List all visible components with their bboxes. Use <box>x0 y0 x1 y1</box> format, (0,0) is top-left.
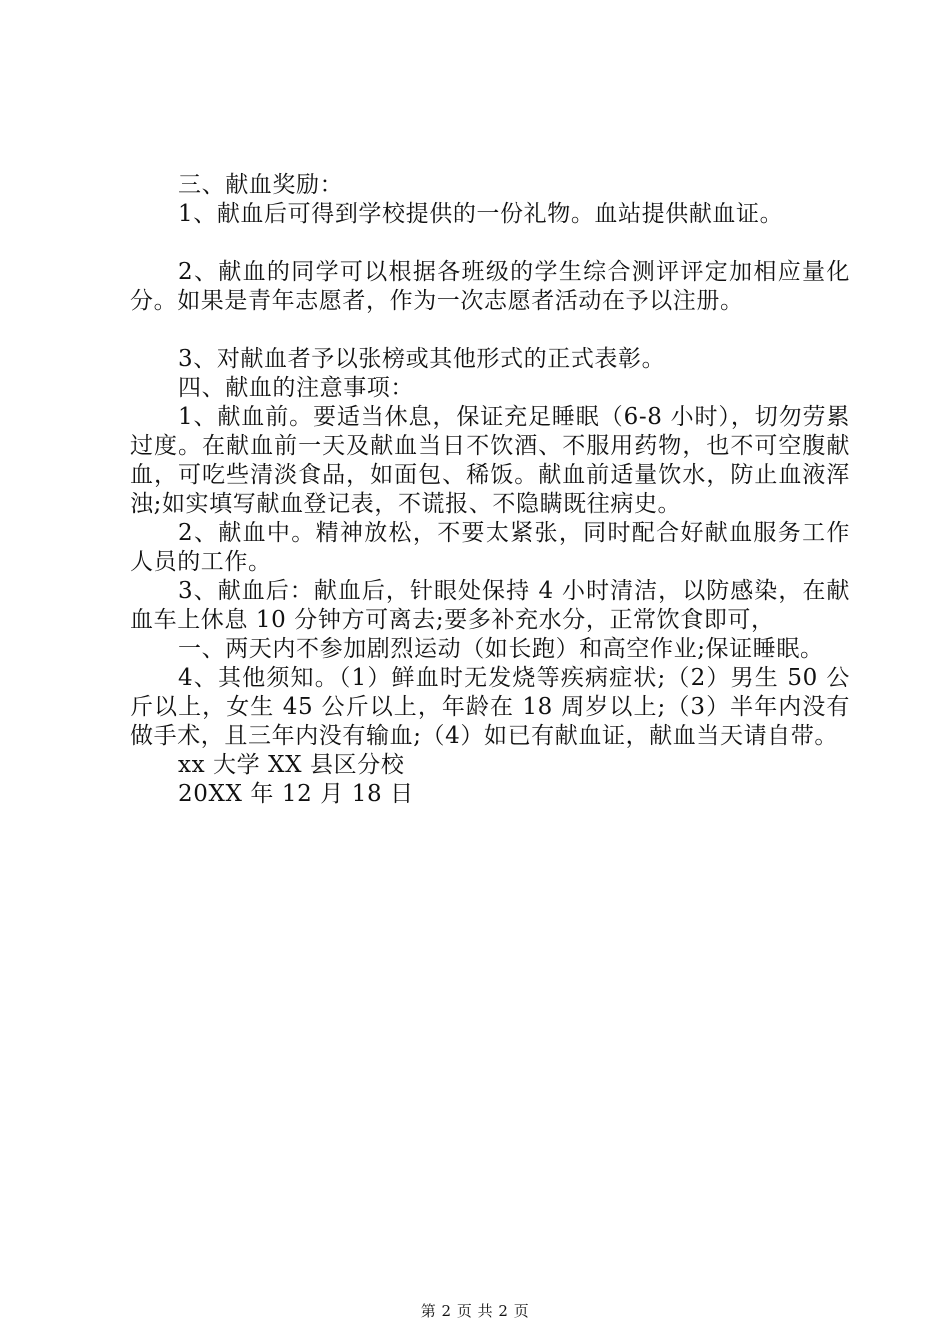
note-item-after-continued: 一、两天内不参加剧烈运动（如长跑）和高空作业;保证睡眠。 <box>178 636 824 662</box>
signature-organization: xx 大学 XX 县区分校 <box>178 752 405 778</box>
section-heading-rewards: 三、献血奖励： <box>178 172 344 198</box>
note-item-during: 2、献血中。精神放松，不要太紧张，同时配合好献血服务工作人员的工作。 <box>130 520 850 575</box>
reward-item-2: 2、献血的同学可以根据各班级的学生综合测评评定加相应量化分。如果是青年志愿者，作为一次志愿者活动在予以注册。 <box>130 259 850 314</box>
section-heading-notes: 四、献血的注意事项： <box>178 375 414 401</box>
note-item-after: 3、献血后：献血后，针眼处保持 4 小时清洁，以防感染，在献血车上休息 10 分钟方可离去;要多补充水分，正常饮食即可， <box>130 578 850 633</box>
signature-date: 20XX 年 12 月 18 日 <box>178 781 414 807</box>
document-body <box>130 171 850 809</box>
reward-item-1: 1、献血后可得到学校提供的一份礼物。血站提供献血证。 <box>178 201 784 227</box>
note-item-before: 1、献血前。要适当休息，保证充足睡眠（6-8 小时），切勿劳累过度。在献血前一天及献血当日不饮酒、不服用药物，也不可空腹献血，可吃些清淡食品，如面包、稀饭。献血前适量饮水，防止血液浑浊;如实填写献血登记表，不谎报、不隐瞒既往病史。 <box>130 404 850 517</box>
reward-item-3: 3、对献血者予以张榜或其他形式的正式表彰。 <box>178 346 666 372</box>
page-number-footer: 第 2 页 共 2 页 <box>420 1302 530 1320</box>
note-item-other: 4、其他须知。（1）鲜血时无发烧等疾病症状;（2）男生 50 公斤以上，女生 45 公斤以上，年龄在 18 周岁以上;（3）半年内没有做手术，且三年内没有输血;（4）如已有献血证，献血当天请自带。 <box>130 665 850 749</box>
